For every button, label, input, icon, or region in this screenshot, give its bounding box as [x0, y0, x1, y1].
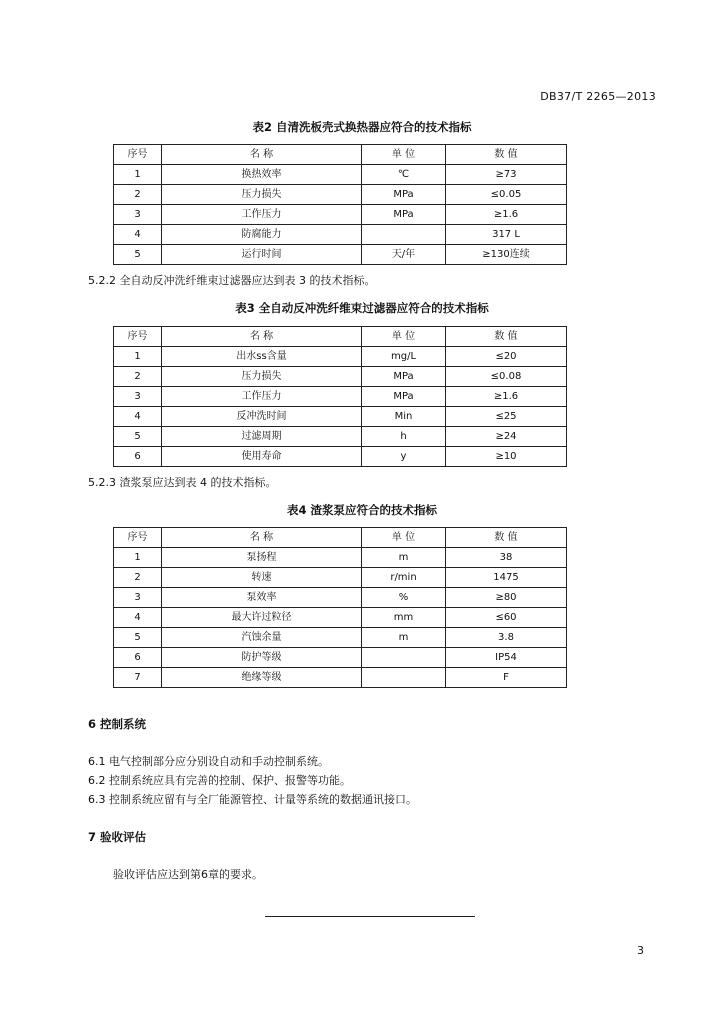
document-code: DB37/T 2265—2013: [540, 90, 656, 103]
column-header-unit: 单 位: [362, 327, 446, 347]
column-header-seq: 序号: [114, 327, 162, 347]
cell-seq: 4: [114, 407, 162, 427]
column-header-name: 名 称: [162, 528, 362, 548]
clause-6-2: 6.2 控制系统应具有完善的控制、保护、报警等功能。: [88, 774, 351, 787]
cell-seq: 3: [114, 387, 162, 407]
cell-unit: 天/年: [362, 245, 446, 265]
cell-value: ≤0.08: [446, 367, 567, 387]
clause-6-1: 6.1 电气控制部分应分别设自动和手动控制系统。: [88, 755, 329, 768]
cell-unit: %: [362, 588, 446, 608]
table4-caption: 表4 渣浆泵应符合的技术指标: [286, 503, 437, 517]
table-row: [114, 588, 567, 608]
table-row: [114, 568, 567, 588]
cell-name: 反冲洗时间: [162, 407, 362, 427]
cell-name: 绝缘等级: [162, 668, 362, 688]
cell-value: 38: [446, 548, 567, 568]
cell-unit: y: [362, 447, 446, 467]
table-header-row: [114, 327, 567, 347]
cell-unit: h: [362, 427, 446, 447]
cell-name: 压力损失: [162, 367, 362, 387]
cell-name: 泵效率: [162, 588, 362, 608]
column-header-name: 名 称: [162, 145, 362, 165]
cell-unit: [362, 668, 446, 688]
table-header-row: [114, 145, 567, 165]
cell-unit: Min: [362, 407, 446, 427]
table2-caption: 表2 自清洗板壳式换热器应符合的技术指标: [252, 120, 472, 134]
cell-seq: 5: [114, 628, 162, 648]
section6-heading: 6 控制系统: [88, 717, 147, 731]
cell-value: ≥10: [446, 447, 567, 467]
cell-name: 使用寿命: [162, 447, 362, 467]
cell-name: 泵扬程: [162, 548, 362, 568]
end-rule: [265, 916, 475, 917]
cell-value: ≥24: [446, 427, 567, 447]
column-header-unit: 单 位: [362, 528, 446, 548]
cell-value: ≥1.6: [446, 205, 567, 225]
cell-unit: MPa: [362, 387, 446, 407]
cell-value: ≤25: [446, 407, 567, 427]
cell-name: 过滤周期: [162, 427, 362, 447]
table-row: [114, 407, 567, 427]
table-row: [114, 427, 567, 447]
cell-name: 最大许过粒径: [162, 608, 362, 628]
column-header-name: 名 称: [162, 327, 362, 347]
cell-name: 运行时间: [162, 245, 362, 265]
table3-caption: 表3 全自动反冲洗纤维束过滤器应符合的技术指标: [235, 301, 489, 315]
cell-unit: [362, 648, 446, 668]
cell-unit: m: [362, 628, 446, 648]
cell-seq: 2: [114, 568, 162, 588]
table-row: [114, 608, 567, 628]
table-row: [114, 347, 567, 367]
cell-unit: MPa: [362, 367, 446, 387]
clause-5-2-2: 5.2.2 全自动反冲洗纤维束过滤器应达到表 3 的技术指标。: [88, 274, 376, 287]
cell-name: 汽蚀余量: [162, 628, 362, 648]
cell-seq: 7: [114, 668, 162, 688]
table-row: [114, 185, 567, 205]
column-header-unit: 单 位: [362, 145, 446, 165]
cell-unit: MPa: [362, 185, 446, 205]
table-header-row: [114, 528, 567, 548]
section7-heading: 7 验收评估: [88, 830, 147, 844]
cell-seq: 5: [114, 245, 162, 265]
cell-name: 换热效率: [162, 165, 362, 185]
cell-value: ≥73: [446, 165, 567, 185]
cell-seq: 4: [114, 225, 162, 245]
column-header-seq: 序号: [114, 145, 162, 165]
cell-seq: 3: [114, 205, 162, 225]
section7-body: 验收评估应达到第6章的要求。: [113, 868, 263, 881]
cell-value: IP54: [446, 648, 567, 668]
cell-unit: mg/L: [362, 347, 446, 367]
column-header-value: 数 值: [446, 145, 567, 165]
cell-value: ≤20: [446, 347, 567, 367]
cell-seq: 1: [114, 165, 162, 185]
cell-value: F: [446, 668, 567, 688]
table-row: [114, 628, 567, 648]
cell-seq: 1: [114, 347, 162, 367]
table4: [113, 527, 567, 688]
table2: [113, 144, 567, 265]
cell-name: 工作压力: [162, 387, 362, 407]
column-header-value: 数 值: [446, 327, 567, 347]
table-row: [114, 367, 567, 387]
cell-seq: 2: [114, 367, 162, 387]
table-row: [114, 225, 567, 245]
cell-unit: r/min: [362, 568, 446, 588]
cell-name: 转速: [162, 568, 362, 588]
table3: [113, 326, 567, 467]
column-header-seq: 序号: [114, 528, 162, 548]
cell-seq: 6: [114, 447, 162, 467]
cell-seq: 1: [114, 548, 162, 568]
cell-name: 防护等级: [162, 648, 362, 668]
table-row: [114, 165, 567, 185]
table-row: [114, 668, 567, 688]
cell-unit: mm: [362, 608, 446, 628]
table-row: [114, 245, 567, 265]
cell-seq: 6: [114, 648, 162, 668]
table-row: [114, 548, 567, 568]
cell-unit: [362, 225, 446, 245]
cell-value: ≥1.6: [446, 387, 567, 407]
table-row: [114, 205, 567, 225]
cell-seq: 2: [114, 185, 162, 205]
cell-unit: m: [362, 548, 446, 568]
table-row: [114, 387, 567, 407]
cell-name: 出水ss含量: [162, 347, 362, 367]
cell-name: 工作压力: [162, 205, 362, 225]
cell-value: ≥130连续: [446, 245, 567, 265]
cell-value: ≤0.05: [446, 185, 567, 205]
cell-seq: 5: [114, 427, 162, 447]
cell-value: ≥80: [446, 588, 567, 608]
page-number: 3: [637, 944, 644, 957]
cell-name: 压力损失: [162, 185, 362, 205]
clause-6-3: 6.3 控制系统应留有与全厂能源管控、计量等系统的数据通讯接口。: [88, 793, 417, 806]
table-row: [114, 447, 567, 467]
cell-value: 1475: [446, 568, 567, 588]
cell-unit: ℃: [362, 165, 446, 185]
cell-unit: MPa: [362, 205, 446, 225]
cell-seq: 4: [114, 608, 162, 628]
cell-value: ≤60: [446, 608, 567, 628]
cell-seq: 3: [114, 588, 162, 608]
cell-value: 3.8: [446, 628, 567, 648]
table-row: [114, 648, 567, 668]
cell-name: 防腐能力: [162, 225, 362, 245]
column-header-value: 数 值: [446, 528, 567, 548]
clause-5-2-3: 5.2.3 渣浆泵应达到表 4 的技术指标。: [88, 476, 277, 489]
cell-value: 317 L: [446, 225, 567, 245]
